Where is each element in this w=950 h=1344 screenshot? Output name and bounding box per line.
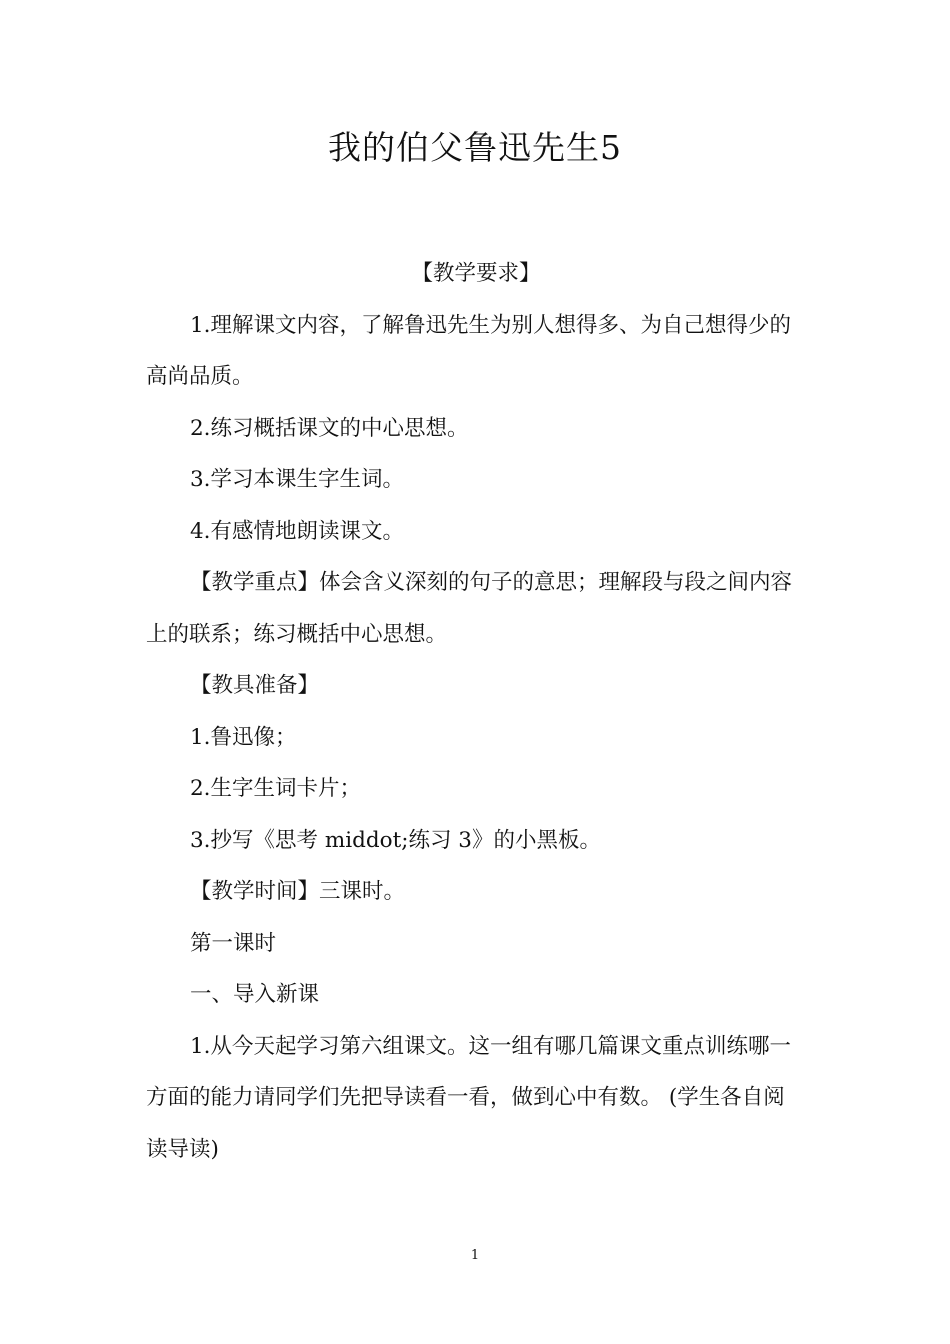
teaching-aid-item-1: 1.鲁迅像； xyxy=(190,724,297,750)
section-heading-teaching-aids: 【教具准备】 xyxy=(190,673,320,698)
requirement-item-2: 2.练习概括课文的中心思想。 xyxy=(190,415,469,441)
teaching-aid-item-2: 2.生字生词卡片； xyxy=(190,776,362,801)
requirement-item-1: 1.理解课文内容，了解鲁迅先生为别人想得多、为自己想得少的高尚品质。 xyxy=(146,312,792,389)
teaching-aid-item-3: 3.抄写《思考 middot;练习 3》的小黑板。 xyxy=(190,827,601,853)
lesson-heading: 第一课时 xyxy=(190,930,277,956)
document-body xyxy=(146,248,806,1175)
step-heading: 一、导入新课 xyxy=(190,982,320,1007)
teaching-time-paragraph: 【教学时间】三课时。 xyxy=(190,879,406,904)
document-title: 我的伯父鲁迅先生5 xyxy=(328,128,622,167)
requirement-item-3: 3.学习本课生字生词。 xyxy=(190,467,405,492)
page-number: 1 xyxy=(470,1248,480,1263)
requirement-item-4: 4.有感情地朗读课文。 xyxy=(190,518,405,544)
section-heading-teaching-requirements: 【教学要求】 xyxy=(411,261,541,286)
teaching-focus-paragraph: 【教学重点】体会含义深刻的句子的意思；理解段与段之间内容上的联系；练习概括中心思想。 xyxy=(146,570,793,647)
step-item-1: 1.从今天起学习第六组课文。这一组有哪几篇课文重点训练哪一方面的能力请同学们先把导读看一看，做到心中有数。 (学生各自阅读导读) xyxy=(146,1033,792,1162)
